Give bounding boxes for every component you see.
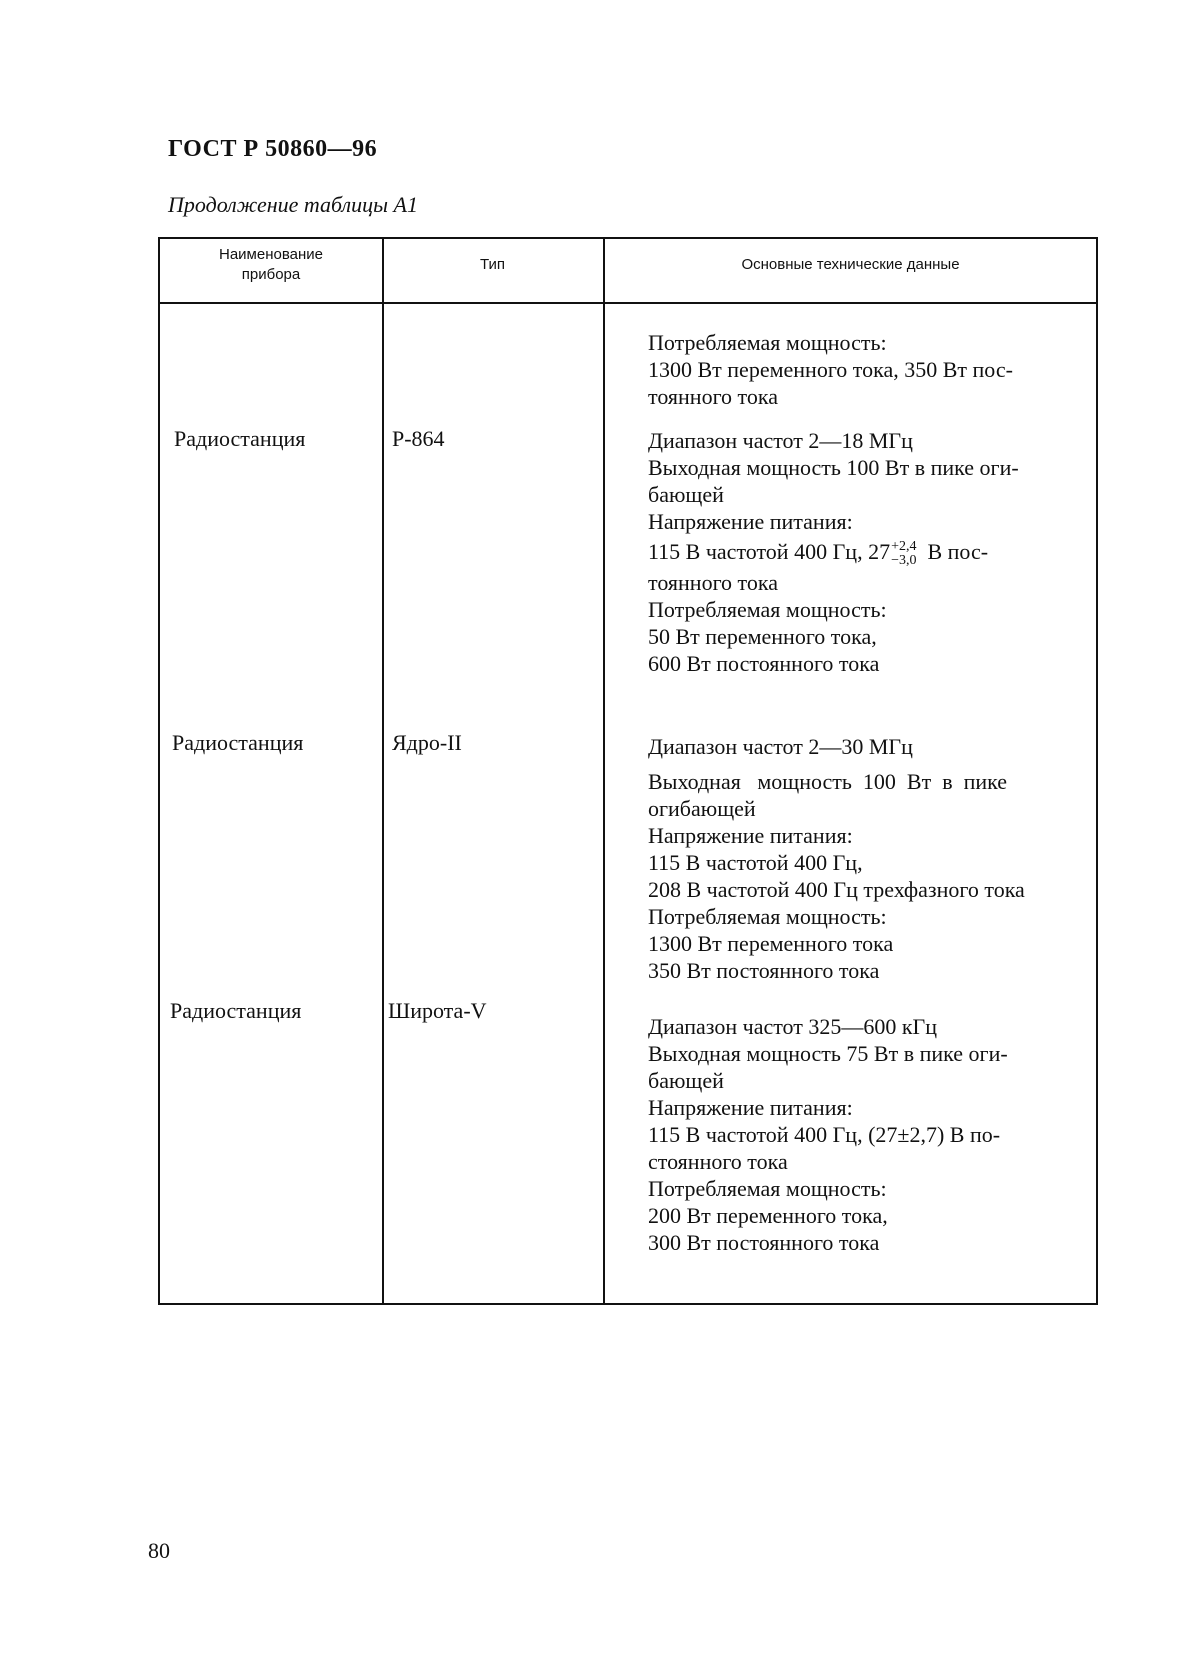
voltage-line <box>648 535 1078 569</box>
tolerance-upper: +2,4 <box>891 538 917 554</box>
document-code: ГОСТ Р 50860—96 <box>168 136 378 162</box>
spec-line: Напряжение питания: <box>648 1095 853 1120</box>
spec-line: 208 В частотой 400 Гц трехфазного тока <box>648 877 1025 902</box>
spec-line: 115 В частотой 400 Гц, (27±2,7) В по- <box>648 1122 1001 1147</box>
tolerance-lower: −3,0 <box>891 552 917 568</box>
spec-line: бающей <box>648 482 724 507</box>
specs-table <box>158 237 1098 1305</box>
spec-line: Диапазон частот 2—30 МГц <box>648 734 913 759</box>
row-name: Радиостанция <box>172 730 304 755</box>
header-name-line: прибора <box>241 266 301 283</box>
row-type: Ядро-II <box>392 730 462 755</box>
spec-line: Выходная мощность 100 Вт в пике оги- <box>648 455 1019 480</box>
row-name: Радиостанция <box>170 998 302 1023</box>
spec-line: Диапазон частот 325—600 кГц <box>648 1014 938 1039</box>
spec-line: 1300 Вт переменного тока <box>648 931 894 956</box>
spec-line: 350 Вт постоянного тока <box>648 958 880 983</box>
spec-line: тоянного тока <box>648 570 778 595</box>
spec-line: 600 Вт постоянного тока <box>648 651 880 676</box>
column-divider <box>603 239 605 1303</box>
spec-line: огибающей <box>648 796 756 821</box>
row-specs <box>648 427 1078 677</box>
column-divider <box>382 239 384 1303</box>
spec-line: Потребляемая мощность: <box>648 1176 887 1201</box>
header-name-line: Наименование <box>219 246 323 263</box>
page-number: 80 <box>148 1538 170 1563</box>
voltage-suffix: В пос- <box>916 539 989 564</box>
row-specs <box>648 1013 1078 1256</box>
spec-line: Выходная мощность 100 Вт в пике <box>648 769 1008 794</box>
header-name <box>160 245 382 285</box>
continued-specs <box>648 329 1078 410</box>
spec-line: бающей <box>648 1068 724 1093</box>
row-specs <box>648 733 1078 984</box>
spec-line: Потребляемая мощность: <box>648 904 887 929</box>
header-type: Тип <box>479 256 505 273</box>
spec-line: тоянного тока <box>648 384 778 409</box>
tolerance <box>891 540 916 568</box>
spec-line: 1300 Вт переменного тока, 350 Вт пос- <box>648 357 1013 382</box>
spec-line: Напряжение питания: <box>648 823 853 848</box>
spec-line: Диапазон частот 2—18 МГц <box>648 428 913 453</box>
spec-line: 115 В частотой 400 Гц, <box>648 850 863 875</box>
header-divider <box>160 302 1096 304</box>
table-caption: Продолжение таблицы А1 <box>168 192 418 217</box>
spec-line: Выходная мощность 75 Вт в пике оги- <box>648 1041 1008 1066</box>
spec-line: 200 Вт переменного тока, <box>648 1203 888 1228</box>
row-type: Р-864 <box>392 426 445 451</box>
spec-line: Потребляемая мощность: <box>648 330 887 355</box>
spec-line: Потребляемая мощность: <box>648 597 887 622</box>
row-type: Широта-V <box>388 998 487 1023</box>
spec-line: 50 Вт переменного тока, <box>648 624 877 649</box>
voltage-prefix: 115 В частотой 400 Гц, 27 <box>648 539 891 564</box>
header-specs: Основные технические данные <box>741 256 960 273</box>
spec-line: Напряжение питания: <box>648 509 853 534</box>
spec-line: стоянного тока <box>648 1149 788 1174</box>
row-name: Радиостанция <box>174 426 306 451</box>
spec-line: 300 Вт постоянного тока <box>648 1230 880 1255</box>
